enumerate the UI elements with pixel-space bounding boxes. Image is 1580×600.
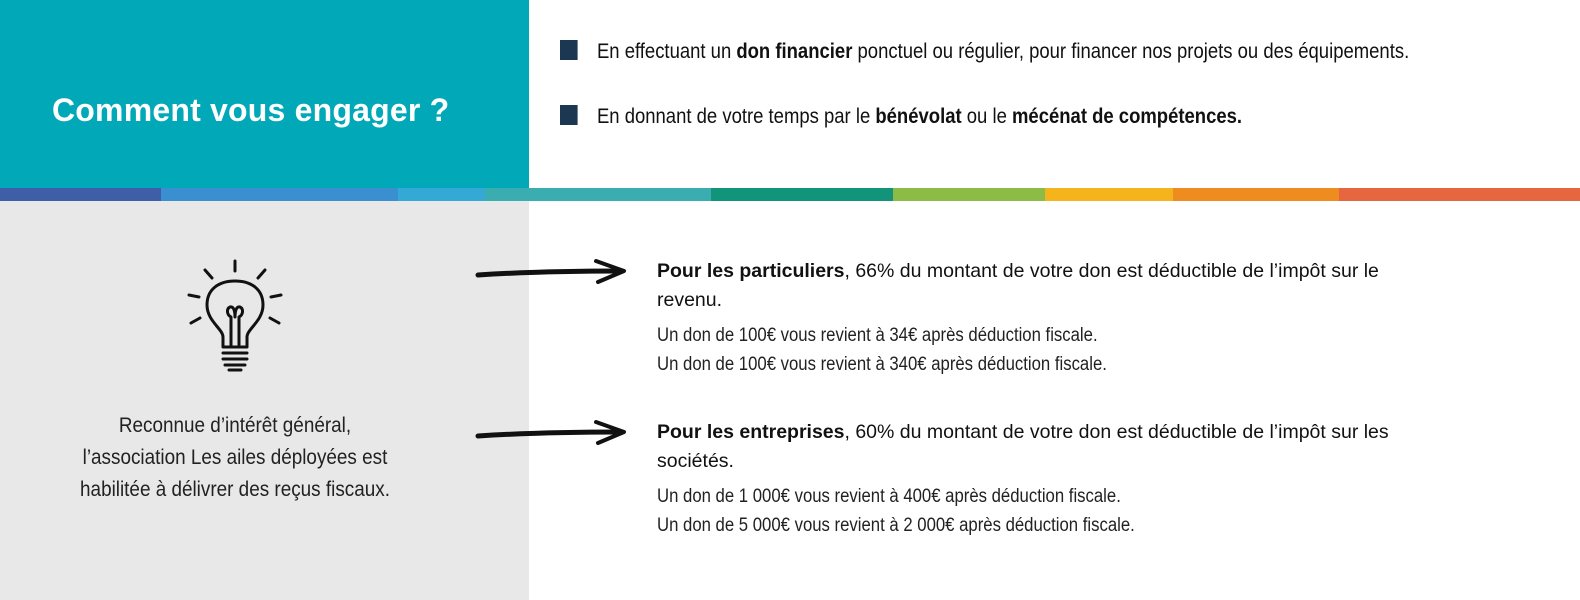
- individuals-block: [657, 257, 1417, 379]
- example-line: Un don de 1 000€ vous revient à 400€ après déduction fiscale.: [657, 486, 1121, 507]
- list-item-volunteering: En donnant de votre temps par le bénévolat ou le mécénat de compétences.: [560, 105, 1242, 129]
- stripe-segment: [1339, 188, 1580, 201]
- square-bullet-icon: [560, 105, 578, 125]
- stripe-segment: [1173, 188, 1339, 201]
- companies-block: [657, 418, 1417, 540]
- example-line: Un don de 5 000€ vous revient à 2 000€ après déduction fiscale.: [657, 515, 1135, 536]
- lightbulb-icon: [185, 257, 285, 375]
- header-panel: [0, 0, 529, 188]
- stripe-segment: [1045, 188, 1173, 201]
- stripe-segment: [161, 188, 398, 201]
- stripe-segment: [711, 188, 893, 201]
- stripe-segment: [398, 188, 485, 201]
- stripe-segment: [893, 188, 1045, 201]
- stripe-segment: [485, 188, 711, 201]
- list-item-donation: En effectuant un don financier ponctuel ou régulier, pour financer nos projets ou des équipements.: [560, 40, 1409, 64]
- tax-receipt-note: Reconnue d’intérêt général, l’association Les ailes déployées est habilitée à délivrer des reçus fiscaux.: [80, 414, 390, 501]
- page-title: Comment vous engager ?: [52, 92, 450, 128]
- stripe-segment: [0, 188, 161, 201]
- example-line: Un don de 100€ vous revient à 34€ après déduction fiscale.: [657, 325, 1098, 346]
- individuals-lead: Pour les particuliers, 66% du montant de votre don est déductible de l’impôt sur le revenu.: [657, 260, 1379, 311]
- square-bullet-icon: [560, 40, 578, 60]
- example-line: Un don de 100€ vous revient à 340€ après déduction fiscale.: [657, 354, 1107, 375]
- companies-lead: Pour les entreprises, 60% du montant de votre don est déductible de l’impôt sur les sociétés.: [657, 421, 1389, 472]
- arrow-right-icon: [474, 257, 632, 287]
- color-stripe: [0, 188, 1580, 201]
- arrow-right-icon: [474, 418, 632, 448]
